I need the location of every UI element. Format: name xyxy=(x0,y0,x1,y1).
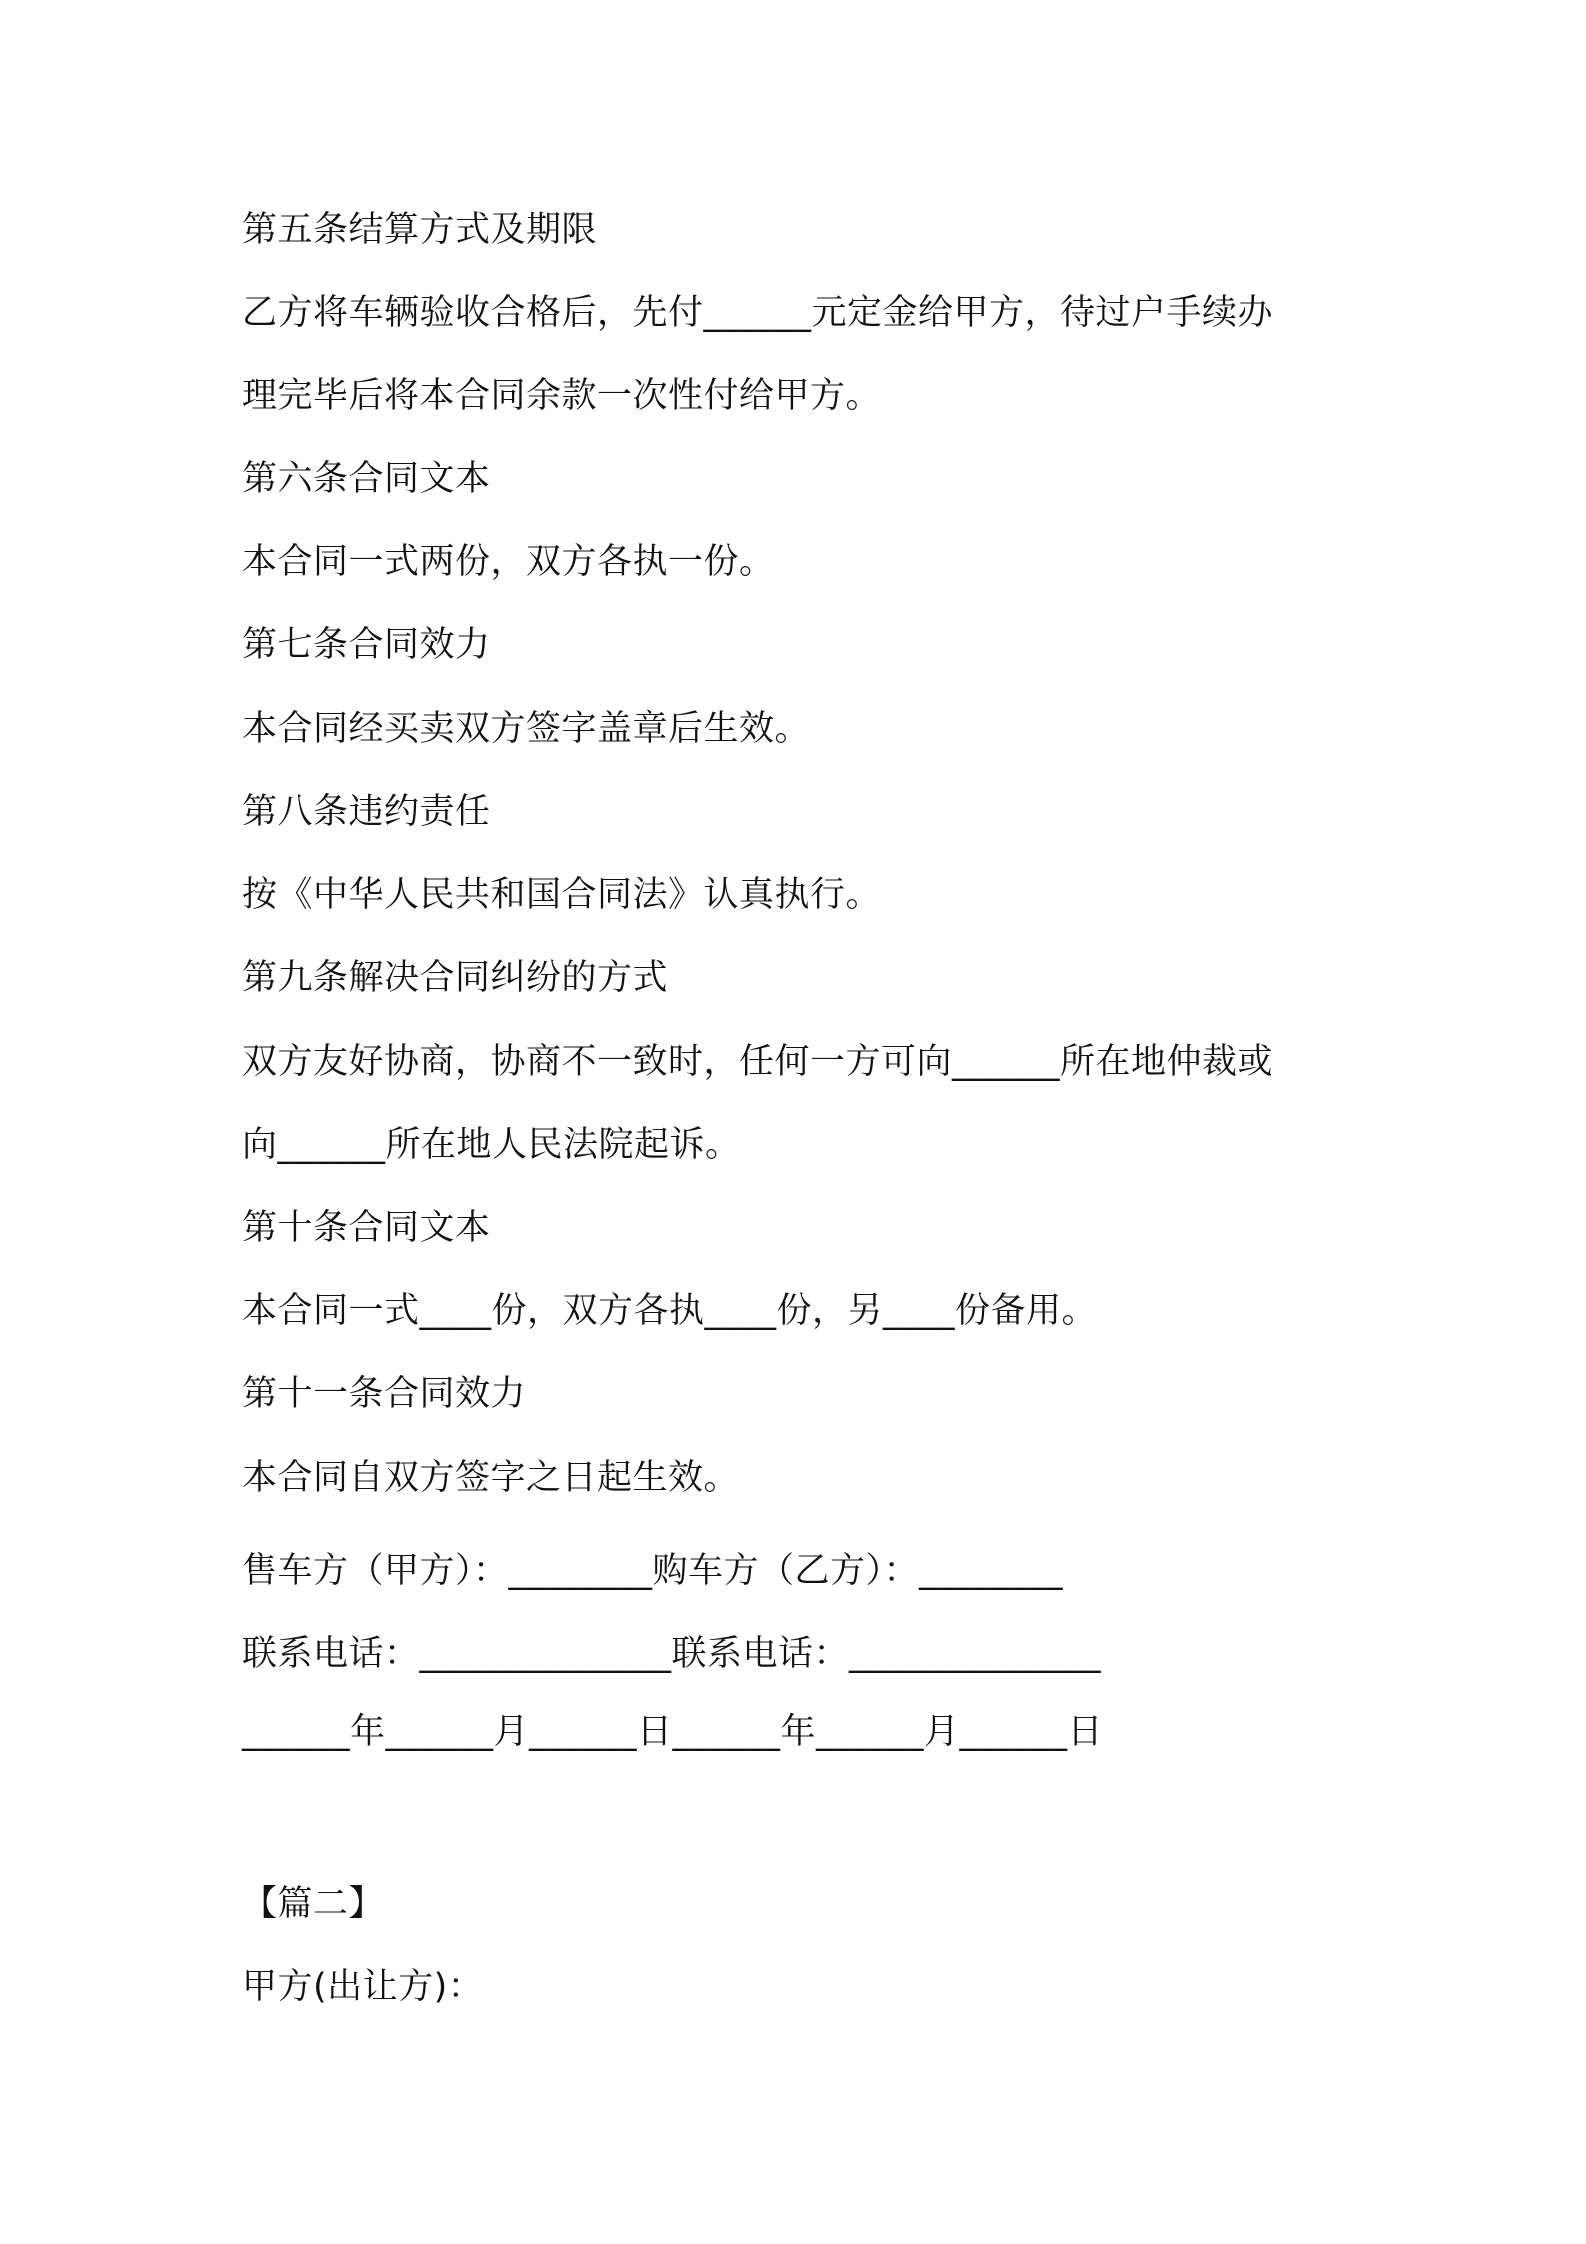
article-10-heading: 第十条合同文本 xyxy=(242,1208,491,1248)
article-11-heading: 第十一条合同效力 xyxy=(242,1374,527,1414)
article-6-heading: 第六条合同文本 xyxy=(242,459,491,499)
article-5-text-line-2: 理完毕后将本合同余款一次性付给甲方。 xyxy=(242,376,882,416)
article-6-text: 本合同一式两份，双方各执一份。 xyxy=(242,542,775,582)
article-5-text-line-1: 乙方将车辆验收合格后，先付______元定金给甲方，待过户手续办 xyxy=(242,293,1274,333)
article-11-text: 本合同自双方签字之日起生效。 xyxy=(242,1458,740,1498)
article-9-text-line-2: 向______所在地人民法院起诉。 xyxy=(242,1125,741,1165)
signature-parties-line: 售车方（甲方）：________购车方（乙方）：________ xyxy=(242,1551,1064,1591)
article-7-heading: 第七条合同效力 xyxy=(242,625,491,665)
party-a-label: 甲方(出让方)： xyxy=(242,1967,484,2007)
contact-phone-line: 联系电话：______________联系电话：______________ xyxy=(242,1634,1102,1674)
date-line: ______年______月______日______年______月______日 xyxy=(242,1712,1104,1752)
article-7-text: 本合同经买卖双方签字盖章后生效。 xyxy=(242,709,811,749)
article-8-text: 按《中华人民共和国合同法》认真执行。 xyxy=(242,875,882,915)
article-9-heading: 第九条解决合同纠纷的方式 xyxy=(242,958,669,998)
article-9-text-line-1: 双方友好协商，协商不一致时，任何一方可向______所在地仲裁或 xyxy=(242,1042,1274,1082)
article-5-heading: 第五条结算方式及期限 xyxy=(242,210,598,250)
article-10-text: 本合同一式____份，双方各执____份，另____份备用。 xyxy=(242,1291,1098,1331)
section-two-heading: 【篇二】 xyxy=(242,1884,385,1924)
article-8-heading: 第八条违约责任 xyxy=(242,792,491,832)
